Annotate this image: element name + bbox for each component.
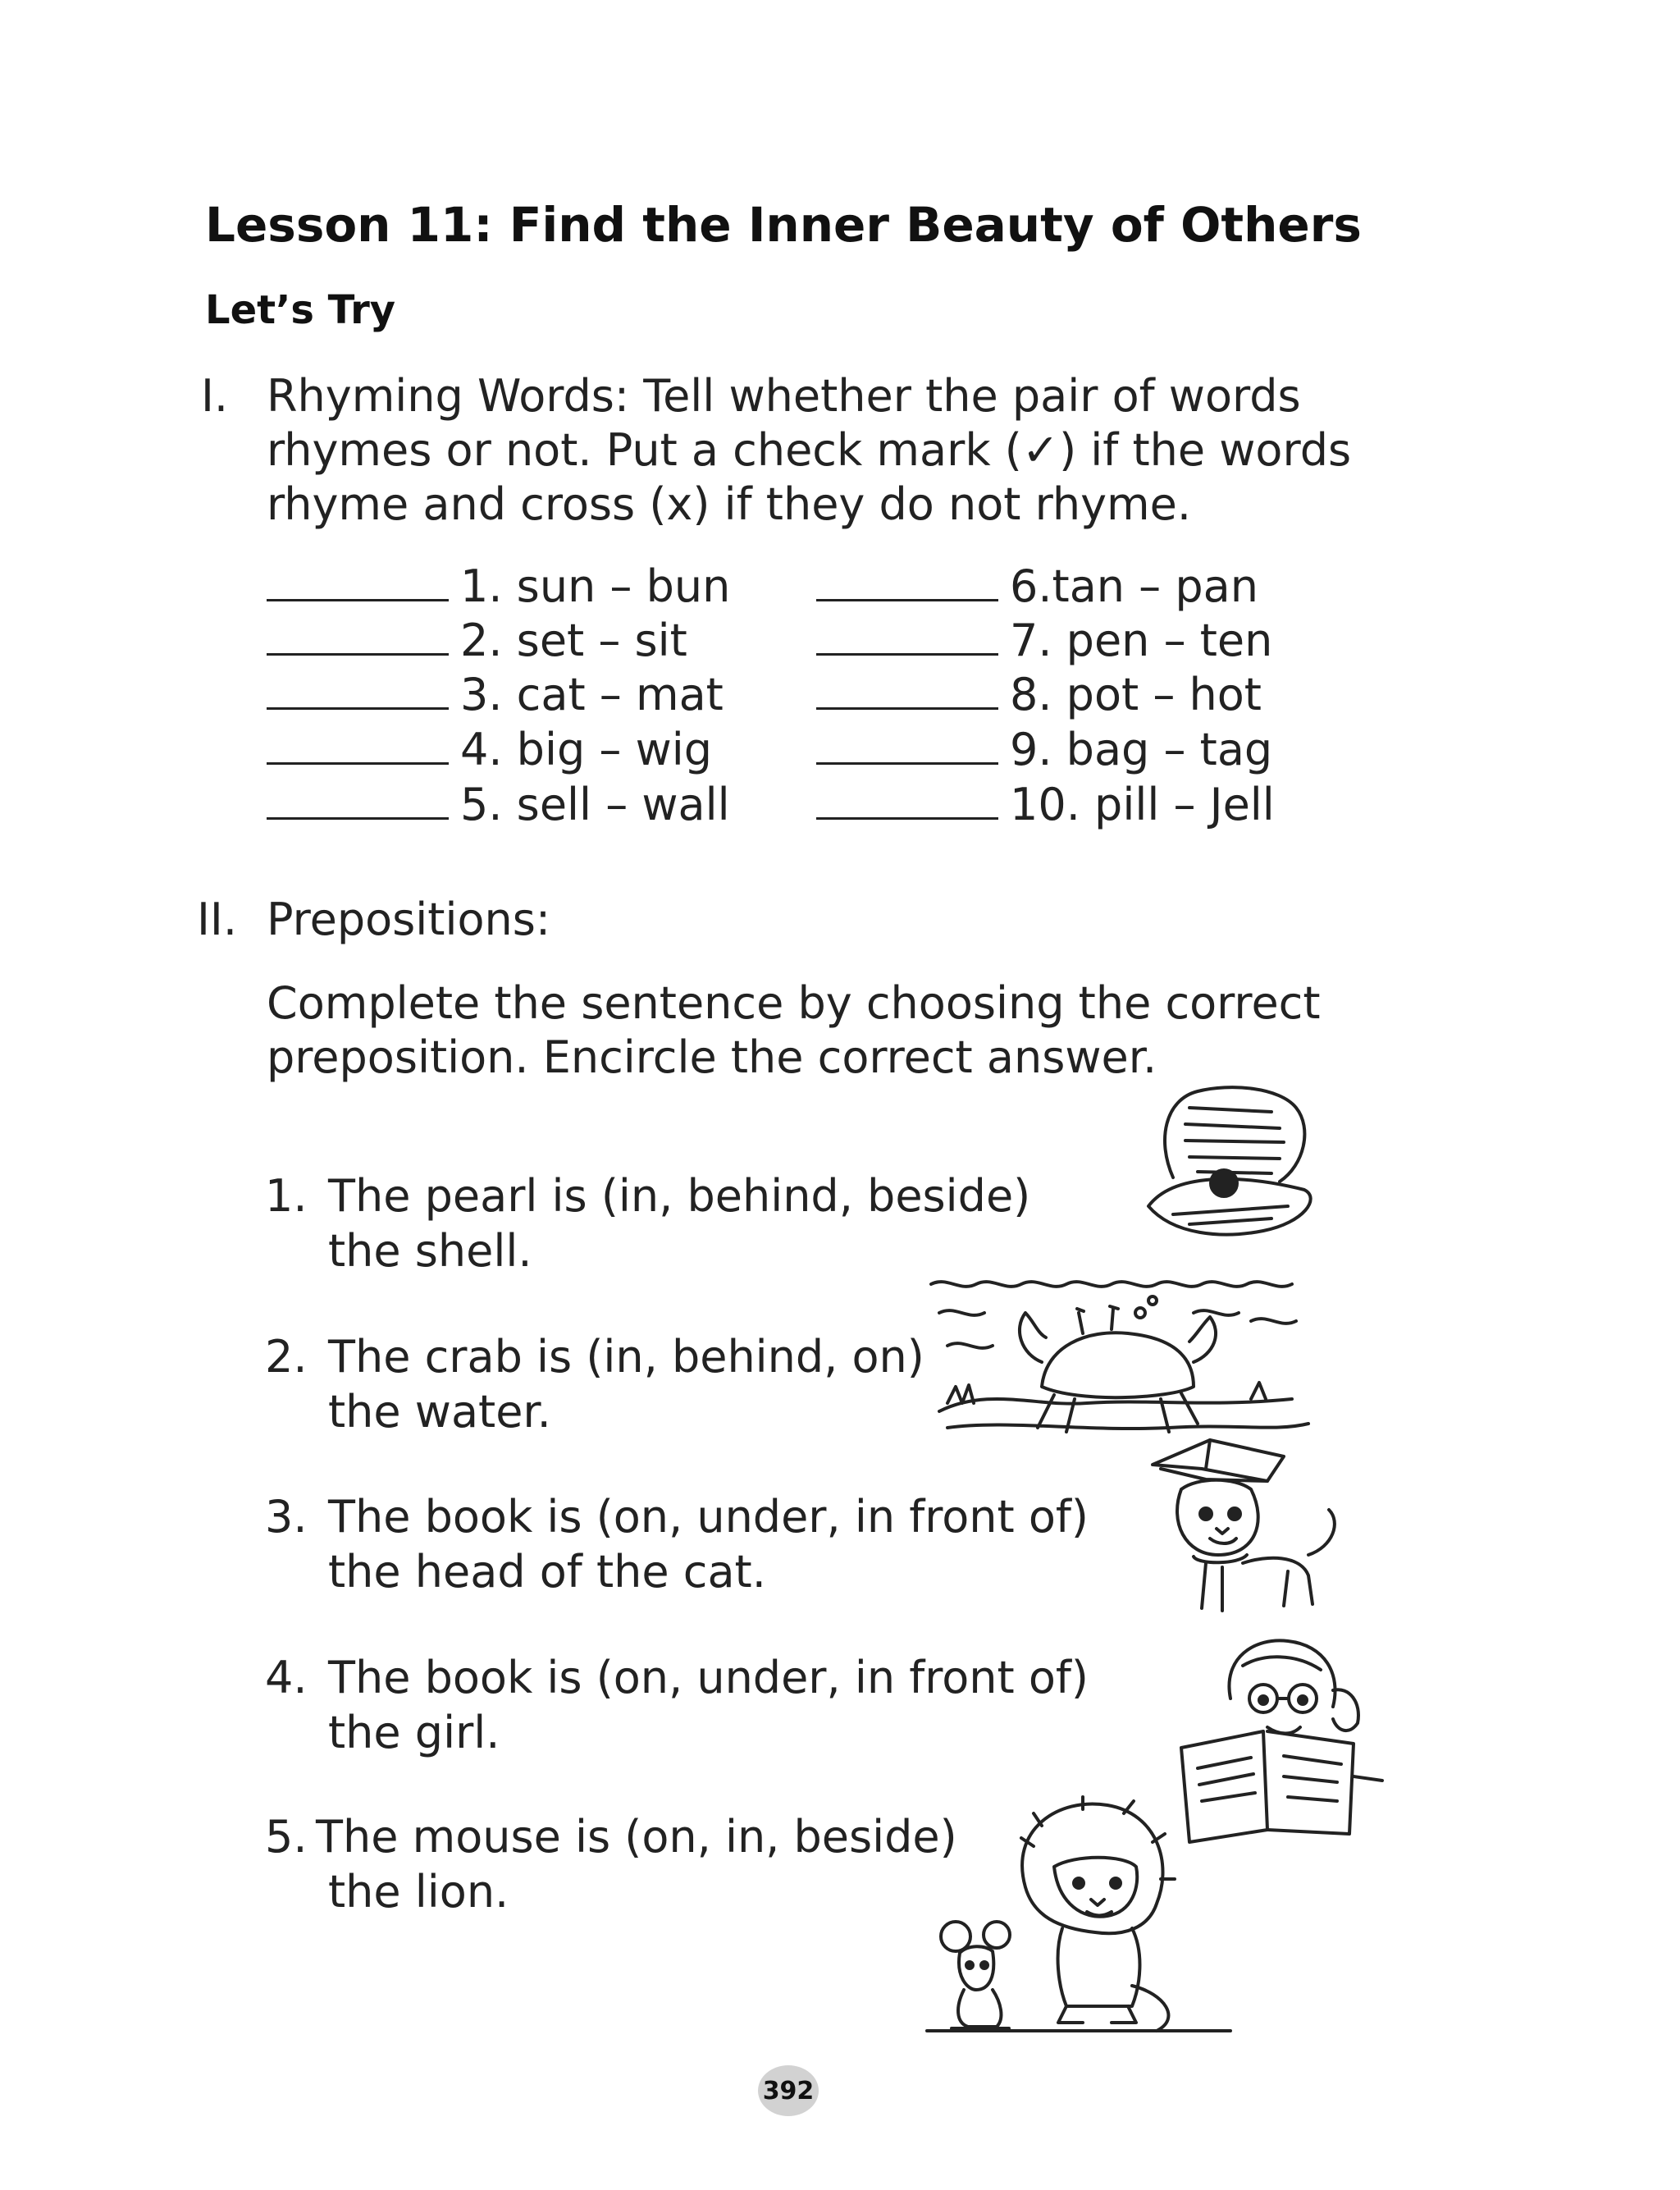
rhyme-pair: 5. sell – wall xyxy=(460,779,730,830)
rhyme-pair: 9. bag – tag xyxy=(1010,724,1273,775)
instruction-line: Rhyming Words: Tell whether the pair of words xyxy=(267,370,1301,422)
answer-blank[interactable] xyxy=(816,563,998,601)
lion-and-mouse-icon xyxy=(919,1797,1239,2043)
question-text: The crab is (in, behind, on) xyxy=(328,1331,924,1383)
rhyme-item xyxy=(816,669,1262,720)
lesson-title: Lesson 11: Find the Inner Beauty of Others xyxy=(205,197,1362,253)
rhyme-item xyxy=(816,560,1258,612)
section-heading: Let’s Try xyxy=(205,287,396,333)
rhyme-pair: 10. pill – Jell xyxy=(1010,779,1275,830)
part1-numeral: I. xyxy=(201,370,229,422)
answer-blank[interactable] xyxy=(816,726,998,765)
rhyme-pair: 1. sun – bun xyxy=(460,560,731,612)
question-text: The mouse is (on, in, beside) xyxy=(316,1811,957,1863)
answer-blank[interactable] xyxy=(267,781,449,820)
shell-with-pearl-icon xyxy=(1140,1083,1329,1255)
instruction-line: Complete the sentence by choosing the correct xyxy=(267,977,1321,1029)
part2-heading: Prepositions: xyxy=(267,894,551,945)
answer-blank[interactable] xyxy=(816,781,998,820)
answer-blank[interactable] xyxy=(267,671,449,710)
question-text: The book is (on, under, in front of) xyxy=(328,1652,1089,1703)
question-text: The pearl is (in, behind, beside) xyxy=(328,1170,1031,1222)
instruction-line: rhyme and cross (x) if they do not rhyme. xyxy=(267,478,1192,530)
instruction-line: preposition. Encircle the correct answer. xyxy=(267,1031,1157,1083)
part1-instructions xyxy=(267,369,1415,532)
answer-blank[interactable] xyxy=(816,617,998,656)
answer-blank[interactable] xyxy=(267,617,449,656)
instruction-line: rhymes or not. Put a check mark (✓) if the words xyxy=(267,424,1352,476)
crab-in-water-icon xyxy=(923,1264,1317,1444)
answer-blank[interactable] xyxy=(267,563,449,601)
question-number: 1. xyxy=(265,1170,308,1222)
rhyme-pair: 6.tan – pan xyxy=(1010,560,1258,612)
rhyme-item xyxy=(267,560,730,612)
question-number: 2. xyxy=(265,1331,308,1383)
rhyme-item xyxy=(816,615,1272,666)
rhyme-item xyxy=(267,669,724,720)
rhyme-pair: 2. set – sit xyxy=(460,615,687,666)
question-text: the lion. xyxy=(328,1866,509,1918)
cat-with-book-icon xyxy=(1144,1432,1358,1616)
rhyme-pair: 3. cat – mat xyxy=(460,669,724,720)
question-text: the head of the cat. xyxy=(328,1546,766,1598)
rhyme-pair: 8. pot – hot xyxy=(1010,669,1262,720)
rhyme-item xyxy=(267,724,712,775)
answer-blank[interactable] xyxy=(267,726,449,765)
question-number: 3. xyxy=(265,1491,308,1543)
part2-instructions xyxy=(267,976,1415,1085)
rhyme-pair: 4. big – wig xyxy=(460,724,713,775)
question-text: the girl. xyxy=(328,1707,500,1758)
rhyme-item xyxy=(816,724,1272,775)
rhyme-item xyxy=(816,779,1275,830)
question-text: the shell. xyxy=(328,1225,532,1277)
question-text: The book is (on, under, in front of) xyxy=(328,1491,1089,1543)
rhyme-pair: 7. pen – ten xyxy=(1010,615,1273,666)
part2-numeral: II. xyxy=(197,894,238,945)
page-number: 392 xyxy=(758,2065,819,2116)
rhyme-item xyxy=(267,779,730,830)
question-number: 5. xyxy=(265,1811,308,1863)
answer-blank[interactable] xyxy=(816,671,998,710)
question-number: 4. xyxy=(265,1652,308,1703)
question-text: the water. xyxy=(328,1386,551,1438)
rhyme-item xyxy=(267,615,687,666)
